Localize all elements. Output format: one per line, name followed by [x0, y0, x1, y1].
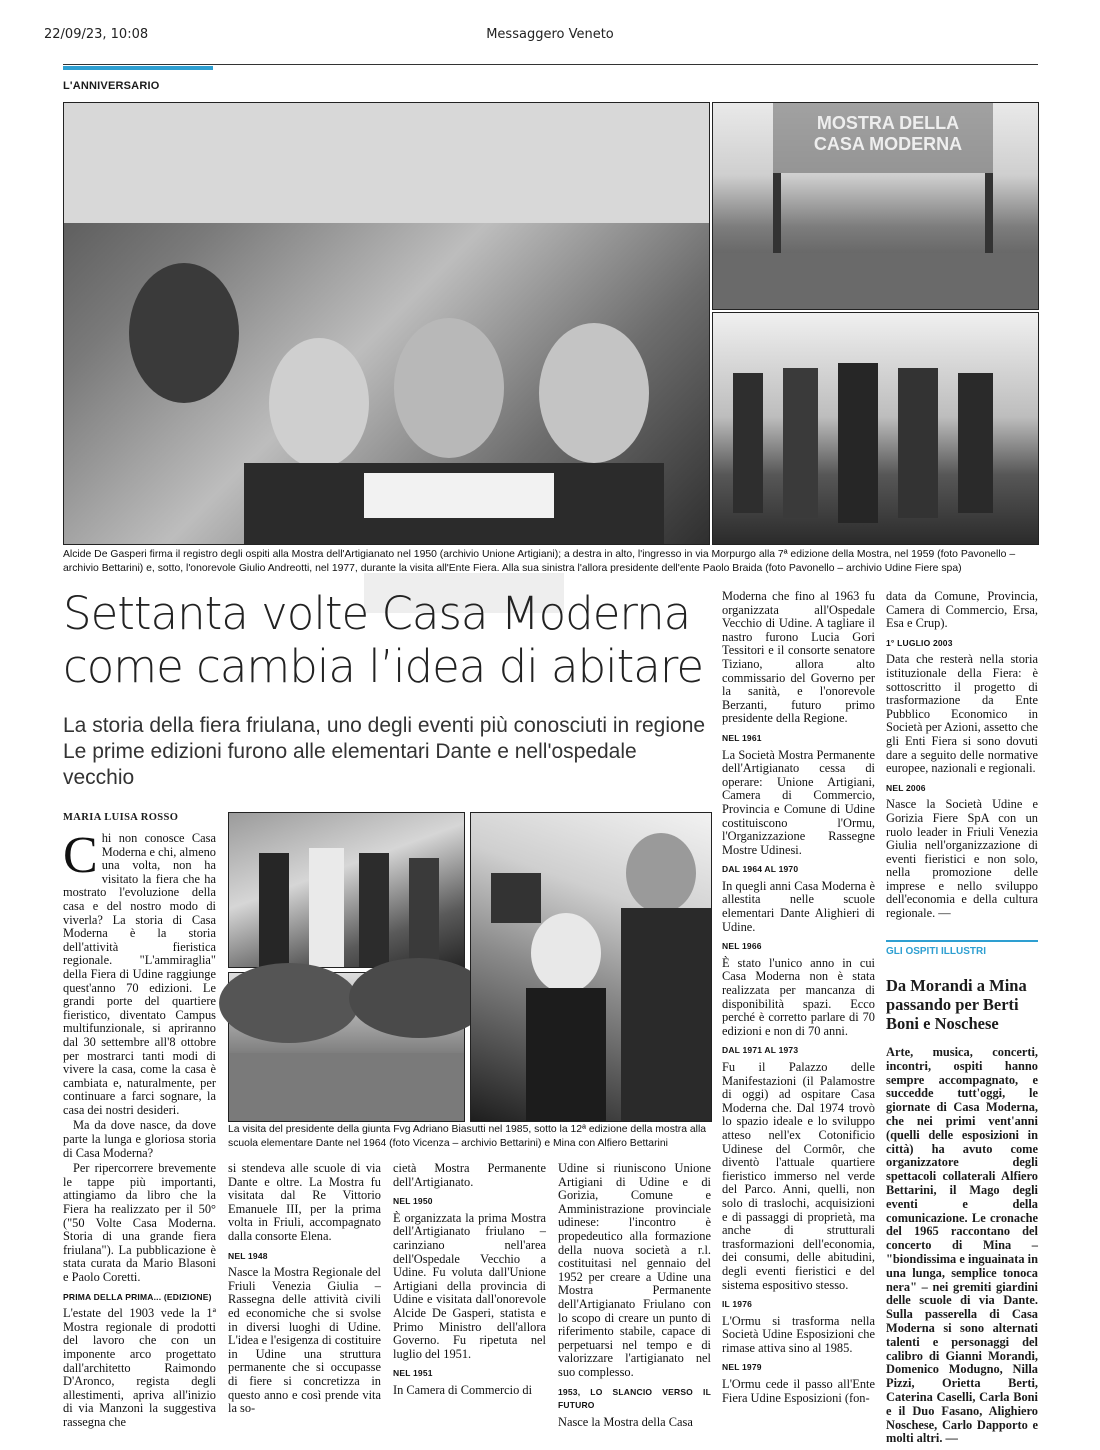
- subheadline-line-1: La storia della fiera friulana, uno degli eventi più conosciuti in regione: [63, 714, 706, 737]
- photo-andreotti-visit: [712, 312, 1039, 545]
- col5-paragraph-1961: La Società Mostra Permanente dell'Artigianato cessa di operare: Unione Artigiani, Camera di Commercio, Provincia e Comune di Udine costituiscono l'Ormu, l'Organizzazione Rassegne Mostre Udinesi.: [722, 747, 875, 857]
- photo-dante-school-illustration: [229, 973, 464, 1121]
- guests-body: Arte, musica, concerti, incontri, ospiti hanno sempre accompagnato, e succedde tutt'oggi, le giornate di Casa Moderna, che nei primi vent'anni (quelli delle esposizioni in città) ha avuto come organizzatore degli spettacoli collaterali Alfiero Bettarini, il Mago degli eventi e della comunicazione. Le cronache del 1965 raccontano del concerto di Mina – "biondissima e inguainata in una lunga, semplice tonoca nera" – nei gremiti giardini delle scuole di via Dante. Sulla passerella di Casa Moderna si sono alternati talenti e personaggi del calibro di Gianni Morandi, Domenico Modugno, Nilla Pizzi, Orietta Berti, Caterina Caselli, Carla Boni e il Duo Fasano, Alighiero Noschese, Carlo Dapporto e molti altri. —: [886, 1045, 1038, 1446]
- photo-biasutti-visit: [228, 812, 465, 968]
- photo-entrance-via-morpurgo: [712, 102, 1039, 310]
- col1-paragraph-4: L'estate del 1903 vede la 1ª Mostra regionale di prodotti del lavoro che con un imponente arco progettato dall'architetto Raimondo D'Aronco, regista degli allestimenti, apriva all'inizio di via Manzoni la suggestiva rassegna che: [63, 1306, 216, 1429]
- col1-subheading: PRIMA DELLA PRIMA... (EDIZIONE): [63, 1291, 212, 1302]
- col2-year-1948: NEL 1948: [228, 1250, 268, 1261]
- print-datetime: 22/09/23, 10:08: [44, 27, 149, 42]
- photo-dante-school-1964: [228, 972, 465, 1122]
- article-column-1: [63, 827, 216, 1429]
- col3-paragraph-1951: In Camera di Commercio di: [393, 1382, 533, 1397]
- photo-de-gasperi-signing: [63, 102, 710, 545]
- section-label: L'ANNIVERSARIO: [63, 80, 160, 92]
- top-rule: [63, 64, 1038, 65]
- col6-year-2006: NEL 2006: [886, 782, 926, 793]
- col5-paragraph-1964: In quegli anni Casa Moderna è allestita nelle scuole elementari Dante Alighieri di Udine.: [722, 878, 875, 934]
- col6-paragraph-2003: Data che resterà nella storia istituzionale della Fiera: è sottoscritto il progetto di trasformazione da Ente Pubblico Economico in Società per Azioni, assetto che gli Enti Fiera si sono dovuti dare a seguito delle normative europee, nazionali e regionali.: [886, 652, 1038, 776]
- col6-paragraph-2006: Nasce la Società Udine e Gorizia Fiere SpA con un ruolo leader in Friuli Venezia Giulia nell'organizzazione di eventi fieristici e non solo, nella promozione delle imprese e nello sviluppo dell'economia e della cultura regionale. —: [886, 797, 1038, 921]
- guests-headline: Da Morandi a Mina passando per Berti Boni e Noschese: [886, 976, 1027, 1033]
- col5-paragraph-1979: L'Ormu cede il passo all'Ente Fiera Udine Esposizioni (fon-: [722, 1377, 875, 1405]
- col2-paragraph-1948: Nasce la Mostra Regionale del Friuli Venezia Giulia – Rassegna delle attività civili ed economiche che si svolse in diversi luoghi di Udine. L'idea e l'esigenza di costituire in Udine una struttura permanente che si occupasse di fiere si concretizza in questo anno e così prende vita la so-: [228, 1265, 381, 1416]
- col1-paragraph-3: Per ripercorrere brevemente le tappe più importanti, attingiamo da libro che la Fiera ha realizzato per il 50° ("50 Volte Casa Moderna. Storia di una grande fiera friulana"). La pubblicazione è stata curata da Mario Blasoni e Paolo Coretti.: [63, 1161, 216, 1284]
- article-column-2: [228, 1161, 381, 1416]
- subheadline-line-2: Le prime edizioni furono alle elementari Dante e nell'ospedale vecchio: [63, 740, 637, 789]
- section-accent-bar: [63, 66, 213, 70]
- col5-year-1979: NEL 1979: [722, 1362, 762, 1373]
- article-column-3: [393, 1162, 546, 1408]
- col5-year-1966: NEL 1966: [722, 941, 762, 952]
- col3-year-1951: NEL 1951: [393, 1368, 433, 1379]
- guests-accent-bar: [886, 940, 1038, 942]
- col3-paragraph-1: cietà Mostra Permanente dell'Artigianato.: [393, 1161, 546, 1189]
- article-column-5: [722, 590, 875, 1408]
- photo-mina-illustration: [471, 813, 711, 1121]
- col5-year-1964: DAL 1964 AL 1970: [722, 864, 799, 875]
- guests-section-label: GLI OSPITI ILLUSTRI: [886, 946, 986, 957]
- middle-photo-caption: La visita del presidente della giunta Fvg Adriano Biasutti nel 1985, sotto la 12ª edizione della mostra alla scuola elementare Dante nel 1964 (foto Vicenza – archivio Bettarini) e Mina con Alfiero Bettarini: [228, 1124, 707, 1149]
- photo-biasutti-illustration: [229, 813, 464, 967]
- col5-year-1976: IL 1976: [722, 1299, 753, 1310]
- photo-andreotti-illustration: [713, 313, 1038, 544]
- col1-paragraph-1: hi non conosce Casa Moderna e chi, almeno una volta, non ha visitato la fiera che ha mostrato l'evoluzione della casa e del nostro modo di viverla? La storia di Casa Moderna è la storia dell'attività fieristica regionale. "L'ammiraglia" della Fiera di Udine raggiunge quest'anno 70 edizioni. Le grandi porte del quartiere fieristico, diventato Campus multifunzionale, si apriranno dal 30 settembre all'8 ottobre per mostrarci tanti modi di vivere la casa, come la casa è cambiata e, naturalmente, per continuare a farci sognare, la casa dei nostri desideri.: [63, 831, 216, 1117]
- col4-paragraph-1953: Nasce la Mostra della Casa: [558, 1414, 693, 1429]
- col6-year-2003: 1° LUGLIO 2003: [886, 637, 953, 648]
- publication-name: Messaggero Veneto: [486, 27, 614, 42]
- col5-year-1961: NEL 1961: [722, 732, 762, 743]
- col5-paragraph-1966: È stato l'unico anno in cui Casa Moderna non è stata realizzata per mancanza di disponibilità spazi. Ecco perché è corretto parlare di 70 edizioni e non di 70 anni.: [722, 955, 875, 1038]
- col5-paragraph-1: Moderna che fino al 1963 fu organizzata all'Ospedale Vecchio di Udine. A tagliare il nastro furono Lucia Gori Tessitori e il consorte senatore Tiziano, allora alto commissario del Governo per la sanità, e l'onorevole Berzanti, futuro primo presidente della Regione.: [722, 589, 875, 726]
- article-column-6: [886, 590, 1038, 920]
- photo-mina-bettarini: [470, 812, 712, 1122]
- photo-sign-text: MOSTRA DELLA CASA MODERNA: [813, 113, 963, 154]
- col4-paragraph-1: Udine si riuniscono Unione Artigiani di Udine e di Gorizia, Comune e Amministrazione provinciale udinese: l'incontro è propedeutico alla formazione della nuova società a r.l. costituitasi nel gennaio del 1952 per creare a Udine una Mostra Permanente dell'Artigianato Friulano con lo scopo di creare un punto di riferimento stabile, capace di perpetuarsi nel tempo e di valorizzare l'artigianato nel suo complesso.: [558, 1161, 711, 1379]
- byline: MARIA LUISA ROSSO: [63, 812, 179, 823]
- photo-de-gasperi-signing-illustration: [64, 103, 709, 544]
- article-column-4: [558, 1161, 711, 1429]
- col5-paragraph-1971: Fu il Palazzo delle Manifestazioni (il Palamostre di oggi) ad ospitare Casa Moderna che. Dal 1974 trovò lo spazio ideale e lo sviluppo atteso nell'ex Cotonificio Udinese del Cormôr, che diventò l'attuale quartiere fieristico immerso nel verde del Parco. Anni, quelli, non solo di traslochi, acquisizioni e di passaggi di proprietà, ma anche di strutturali trasformazioni dell'economia, dei consumi, delle abitudini, degli eventi fieristici e del sistema espositivo stesso.: [722, 1060, 875, 1292]
- col3-paragraph-1950: È organizzata la prima Mostra dell'Artigianato friulano – carinziano nell'area dell'Ospedale Vecchio a Udine. Fu voluta dall'Unione Artigiani della provincia di Udine e visitata dall'onorevole Alcide De Gasperi, statista e Primo Ministro dell'allora Governo. Fu ripetuta nel luglio del 1951.: [393, 1210, 546, 1361]
- drop-cap: C: [63, 827, 98, 884]
- col4-year-1953: 1953, LO SLANCIO VERSO IL FUTURO: [558, 1386, 711, 1411]
- col2-paragraph-1: si stendeva alle scuole di via Dante e oltre. La Mostra fu visitata dal Re Vittorio Emanuele III, per la prima volta in Friuli, accompagnato dalla consorte Elena.: [228, 1161, 381, 1243]
- col6-paragraph-1: data da Comune, Provincia, Camera di Commercio, Ersa, Esa e Crup).: [886, 589, 1038, 631]
- headline-line-2: come cambia l’idea di abitare: [63, 640, 704, 693]
- col5-paragraph-1976: L'Ormu si trasforma nella Società Udine Esposizioni che rimase attiva sino al 1985.: [722, 1313, 875, 1355]
- col1-paragraph-2: Ma da dove nasce, da dove parte la lunga e gloriosa storia di Casa Moderna?: [63, 1118, 216, 1160]
- col3-year-1950: NEL 1950: [393, 1196, 433, 1207]
- top-photo-caption: Alcide De Gasperi firma il registro degli ospiti alla Mostra dell'Artigianato nel 1950 (archivio Unione Artigiani); a destra in alto, l'ingresso in via Morpurgo alla 7ª edizione della Mostra, nel 1959 (foto Pavonello – archivio Bettarini) e, sotto, l'onorevole Giulio Andreotti, nel 1977, durante la visita all'Ente Fiera. Alla sua sinistra l'allora presidente dell'ente Paolo Braida (foto Pavonello – archivio Udine Fiere spa): [63, 549, 1016, 574]
- headline-line-1: Settanta volte Casa Moderna: [63, 587, 691, 640]
- col5-year-1971: DAL 1971 AL 1973: [722, 1045, 799, 1056]
